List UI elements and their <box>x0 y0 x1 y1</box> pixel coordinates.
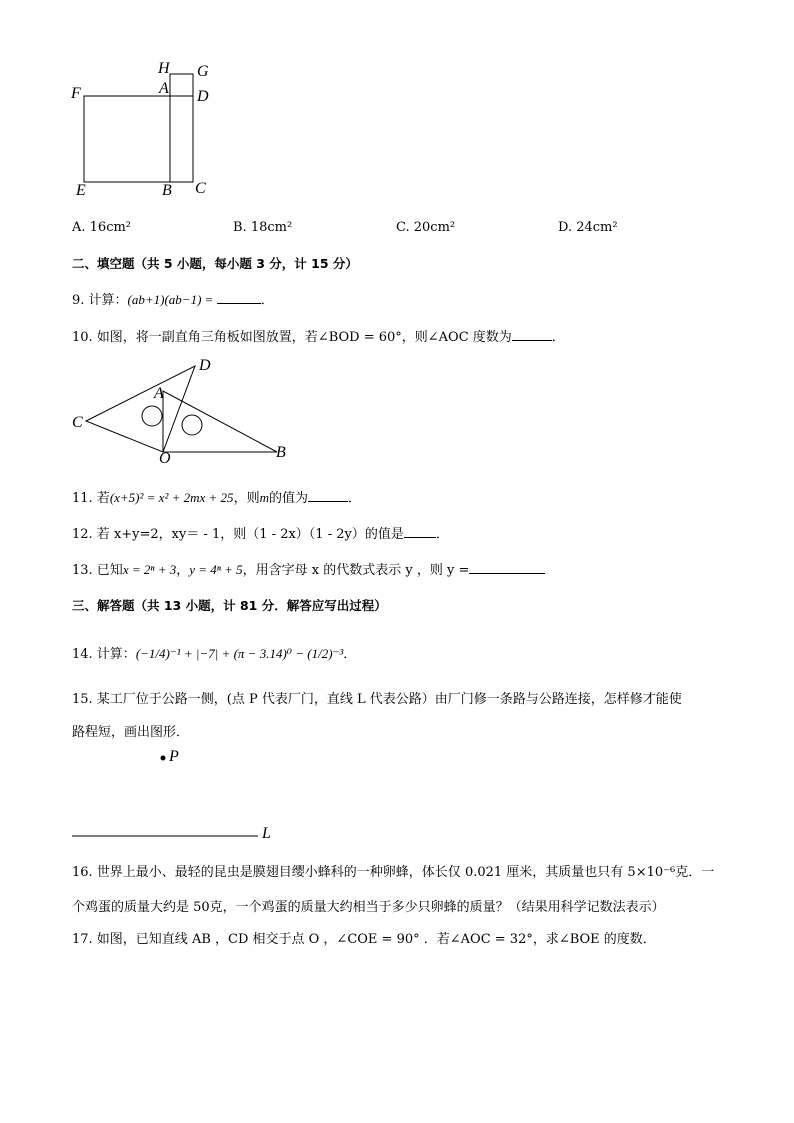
label-b: B <box>162 182 172 199</box>
q11-variable-m: m <box>259 490 269 505</box>
rect-bcgh <box>170 74 193 182</box>
q12-text: 12. 若 x+y=2，xy＝ - 1，则（1 - 2x）（1 - 2y）的值是 <box>72 527 404 542</box>
q9-expression: (ab+1)(ab−1) = <box>127 292 217 307</box>
label-g: G <box>197 63 209 80</box>
q13-answer-blank[interactable] <box>469 561 545 574</box>
question-15-line-1: 15. 某工厂位于公路一侧，(点 P 代表厂门，直线 L 代表公路）由厂门修一条路与公路连接，怎样修才能使 <box>72 692 682 707</box>
question-11 <box>72 489 361 508</box>
q9-end: ． <box>260 293 274 308</box>
label-point-p: P <box>169 748 179 765</box>
q13-text-2: ，用含字母 x 的代数式表示 y ，则 y = <box>242 563 470 578</box>
question-12 <box>72 525 449 544</box>
triangle-cod <box>86 366 195 452</box>
label-h: H <box>158 60 170 77</box>
label-fig2-a: A <box>154 385 164 402</box>
label-a: A <box>159 80 169 97</box>
q11-expression: (x+5)² = x² + 2mx + 25 <box>109 490 234 505</box>
circle-hole-2 <box>182 415 202 435</box>
question-16-line-1: 16. 世界上最小、最轻的昆虫是膜翅目缨小蜂科的一种卵蜂，体长仅 0.021 厘米，其质量也只有 5×10⁻⁶克．一 <box>72 865 715 880</box>
q11-answer-blank[interactable] <box>308 489 348 502</box>
triangle-aob <box>163 391 277 452</box>
label-fig2-o: O <box>159 450 171 467</box>
label-f: F <box>71 85 81 102</box>
q13-separator: ， <box>176 563 190 578</box>
q14-label: 14. 计算： <box>72 647 136 662</box>
q13-expression-y: y = 4ⁿ + 5 <box>189 562 243 577</box>
q12-end: ． <box>435 527 449 542</box>
q12-answer-blank[interactable] <box>404 525 436 538</box>
q10-answer-blank[interactable] <box>512 328 552 341</box>
question-15-line-2: 路程短，画出图形． <box>72 725 190 740</box>
question-9 <box>72 291 274 310</box>
q9-label: 9. 计算： <box>72 293 128 308</box>
q10-end: ． <box>551 330 565 345</box>
label-fig2-d: D <box>199 357 211 374</box>
label-line-l: L <box>262 825 271 842</box>
label-c: C <box>195 180 206 197</box>
question-17: 17. 如图，已知直线 AB ，CD 相交于点 O ，∠COE = 90° ．若∠AOC = 32°，求∠BOE 的度数． <box>72 932 656 947</box>
section-solve-title: 三、解答题（共 13 小题，计 81 分．解答应写出过程） <box>72 598 387 613</box>
option-a: A. 16cm² <box>72 220 132 235</box>
label-fig2-c: C <box>72 414 83 431</box>
q11-text-2: ，则 <box>233 491 260 506</box>
label-fig2-b: B <box>276 444 286 461</box>
q11-text-3: 的值为 <box>268 491 308 506</box>
q13-text-1: 13. 已知 <box>72 563 123 578</box>
q11-end: ． <box>347 491 361 506</box>
q13-expression-x: x = 2ⁿ + 3 <box>122 562 177 577</box>
label-d: D <box>197 88 209 105</box>
rect-efab <box>84 96 170 182</box>
circle-hole-1 <box>142 406 162 426</box>
option-c: C. 20cm² <box>396 220 456 235</box>
question-13 <box>72 561 545 580</box>
q11-text-1: 11. 若 <box>72 491 110 506</box>
label-e: E <box>76 182 86 199</box>
point-p <box>161 756 166 761</box>
question-14 <box>72 645 356 664</box>
option-b: B. 18cm² <box>233 220 293 235</box>
q9-answer-blank[interactable] <box>217 291 261 304</box>
q10-text: 10. 如图，将一副直角三角板如图放置，若∠BOD = 60°，则∠AOC 度数为 <box>72 330 512 345</box>
section-fill-blank-title: 二、填空题（共 5 小题，每小题 3 分，计 15 分） <box>72 256 358 271</box>
q14-end: ． <box>343 647 357 662</box>
option-d: D. 24cm² <box>558 220 618 235</box>
question-16-line-2: 个鸡蛋的质量大约是 50克，一个鸡蛋的质量大约相当于多少只卵蜂的质量？（结果用科学记数法表示） <box>72 900 665 915</box>
q14-expression: (−1/4)⁻¹ + |−7| + (π − 3.14)⁰ − (1/2)⁻³ <box>135 646 344 661</box>
question-10 <box>72 328 565 347</box>
